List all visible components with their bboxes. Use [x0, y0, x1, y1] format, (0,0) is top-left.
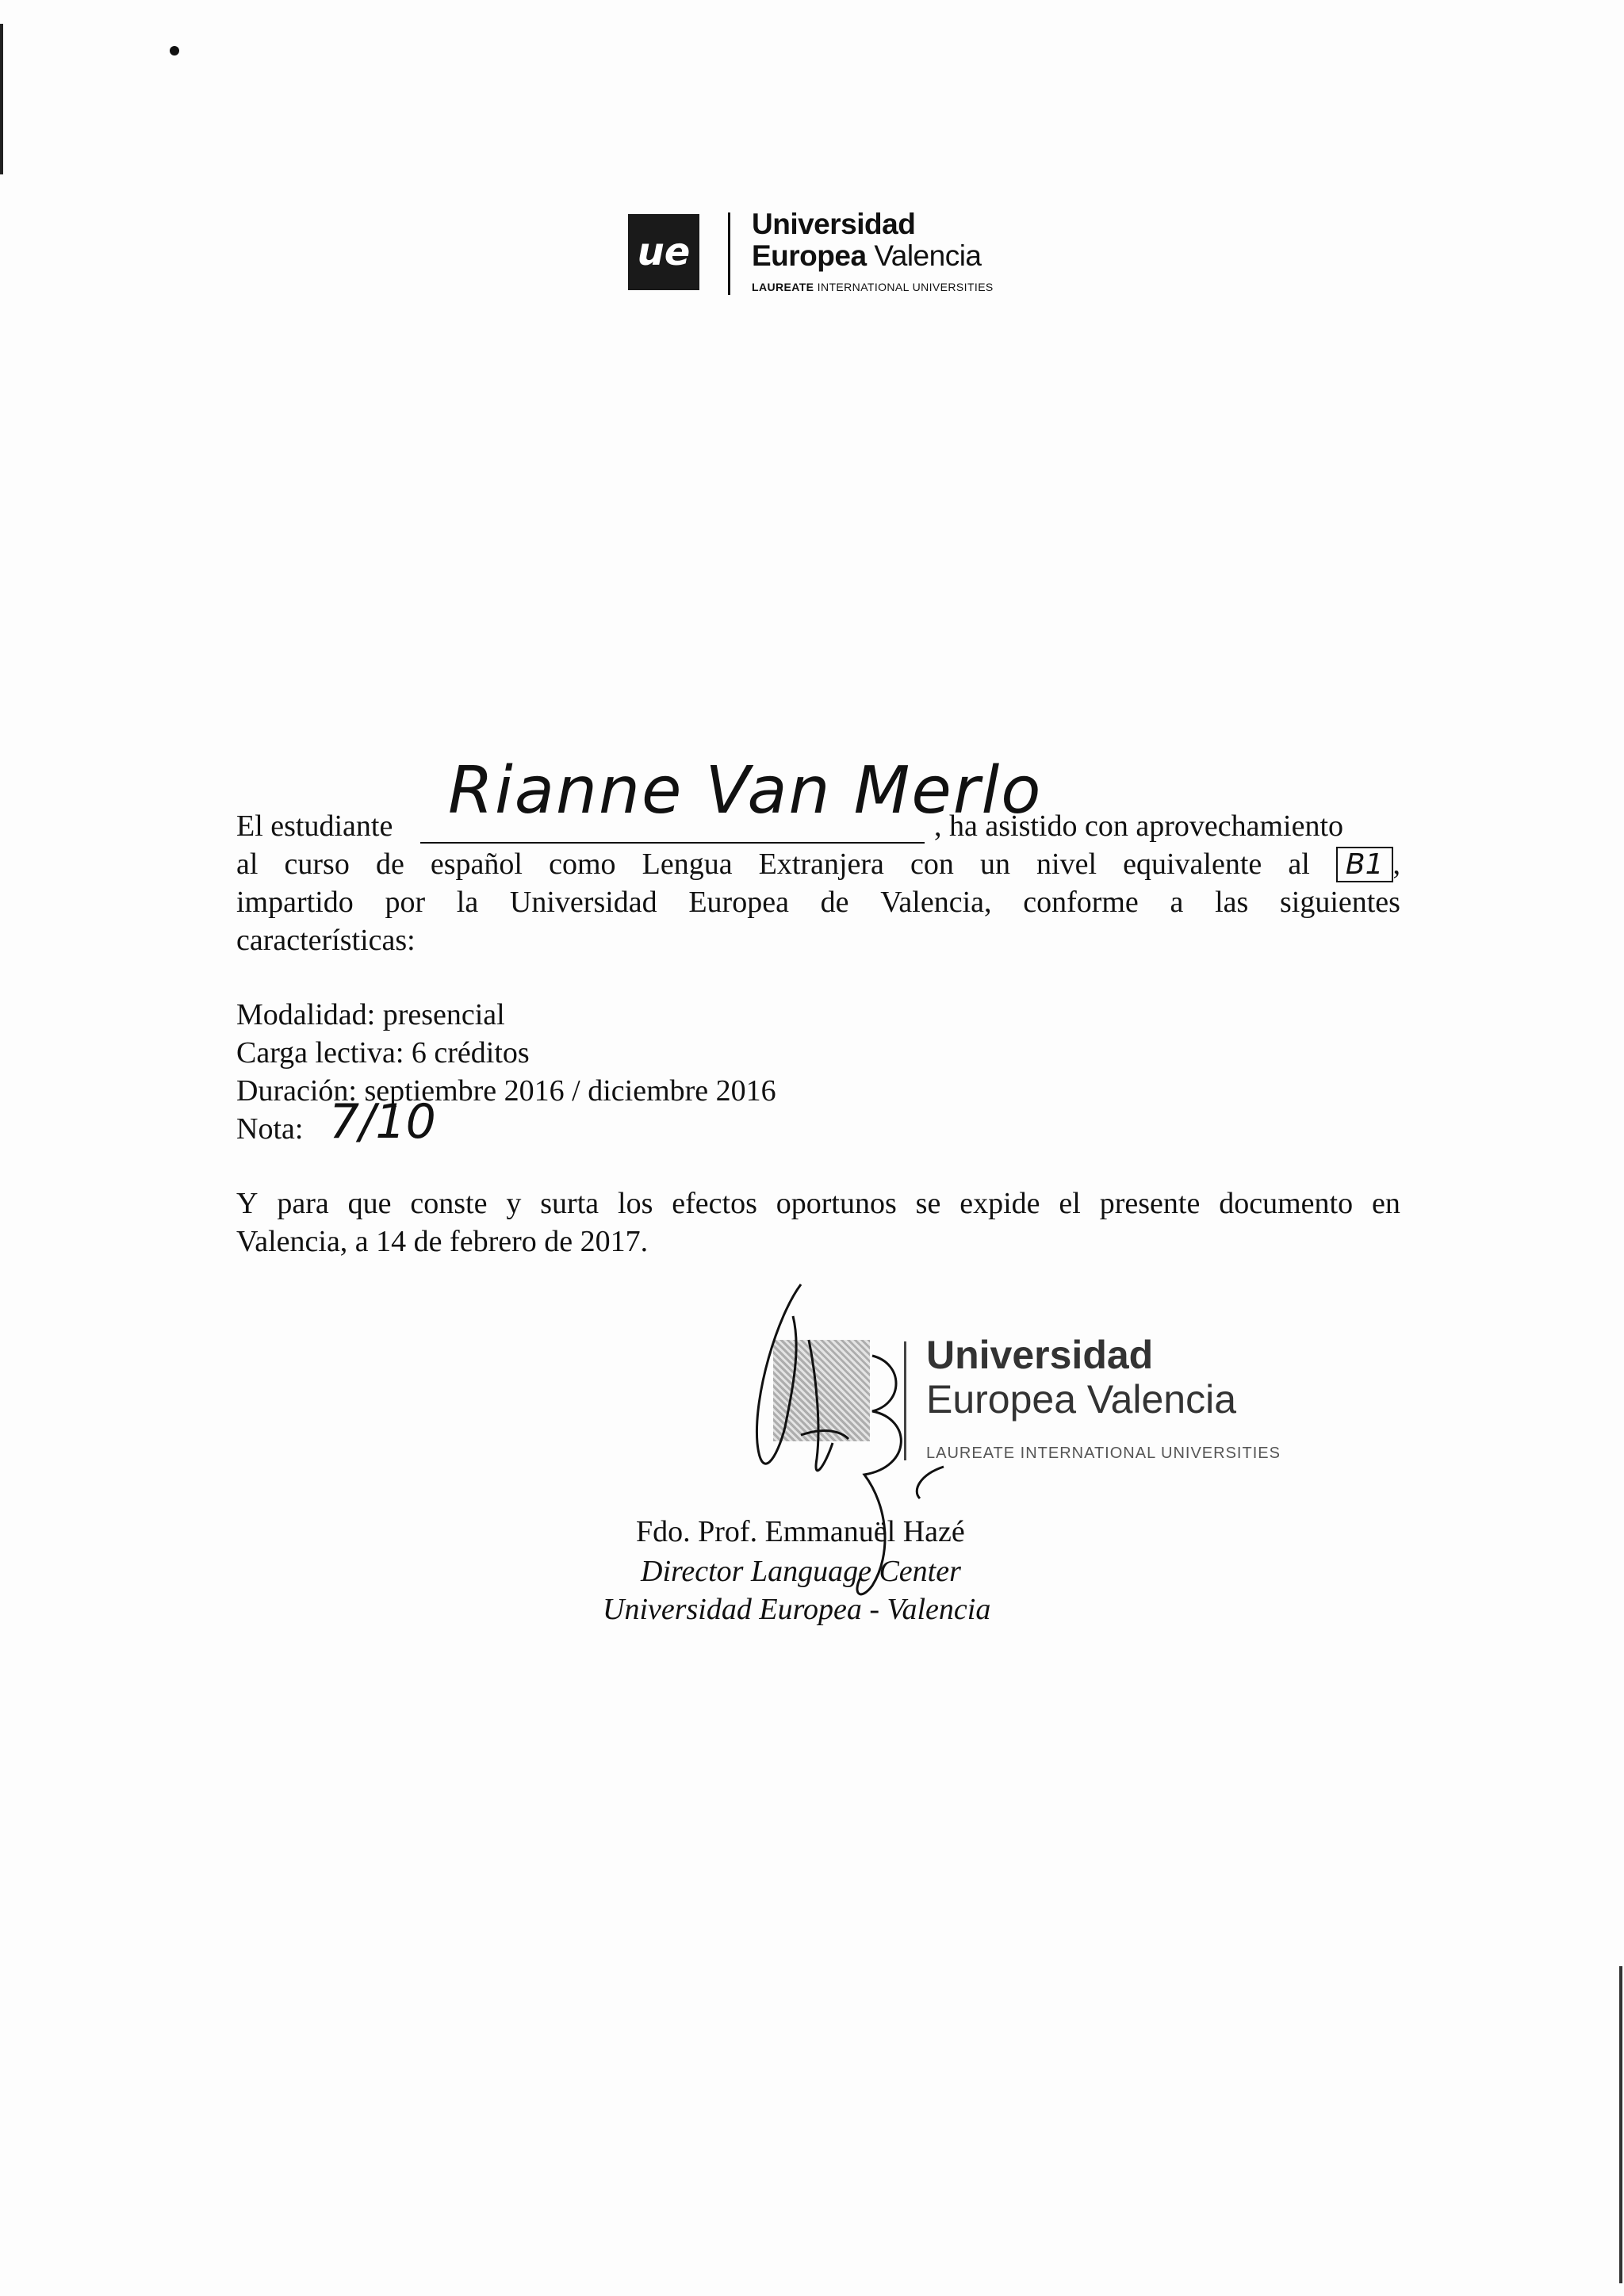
carga-lectiva-text: Carga lectiva: 6 créditos — [236, 1036, 530, 1070]
signatory-title: Director Language Center — [641, 1555, 961, 1588]
logo-divider — [728, 212, 730, 295]
signatory-institution: Universidad Europea - Valencia — [603, 1593, 991, 1626]
word: un — [979, 848, 1010, 881]
student-name-underline — [420, 842, 925, 844]
scan-dot — [170, 46, 179, 55]
word: efectos — [672, 1187, 757, 1220]
word: oportunos — [776, 1187, 897, 1220]
word: presente — [1099, 1187, 1201, 1220]
stamp-university-text: Universidad — [926, 1333, 1154, 1377]
handwritten-signature — [682, 1269, 983, 1601]
word: conforme — [1023, 886, 1139, 919]
scan-edge-right — [1619, 1966, 1622, 2283]
word: las — [1215, 886, 1249, 919]
student-name-handwritten: Rianne Van Merlo — [448, 753, 1043, 828]
nota-label: Nota: — [236, 1112, 304, 1146]
word: para — [277, 1187, 329, 1220]
word: surta — [540, 1187, 599, 1220]
certificate-line-4: características: — [236, 924, 416, 957]
intro-tail-text: , ha asistido con aprovechamiento — [934, 809, 1344, 843]
word: equivalente — [1123, 848, 1262, 881]
word: como — [549, 848, 616, 881]
word: de — [820, 886, 849, 919]
svg-text:ue: ue — [637, 230, 691, 274]
scan-edge-left — [0, 24, 3, 174]
word: el — [1059, 1187, 1081, 1220]
stamp-network-text: LAUREATE INTERNATIONAL UNIVERSITIES — [926, 1445, 1281, 1462]
level-field: B1 , — [1336, 845, 1400, 883]
word: conste — [410, 1187, 488, 1220]
signatory-name: Fdo. Prof. Emmanuël Hazé — [636, 1515, 965, 1548]
word: español — [430, 848, 523, 881]
logo-network-text: LAUREATE INTERNATIONAL UNIVERSITIES — [752, 281, 994, 293]
word: documento — [1219, 1187, 1354, 1220]
logo-campus-text: Europea Valencia — [752, 239, 982, 272]
closing-line-1 — [236, 1184, 1400, 1223]
word: a — [1170, 886, 1184, 919]
word: y — [506, 1187, 522, 1220]
university-logo-icon — [628, 214, 699, 290]
word: al — [1288, 848, 1310, 881]
word: curso — [284, 848, 350, 881]
word: Extranjera — [758, 848, 884, 881]
word: se — [915, 1187, 941, 1220]
word: expide — [959, 1187, 1040, 1220]
word: Lengua — [642, 848, 733, 881]
word: de — [375, 848, 404, 881]
word: Valencia, — [880, 886, 992, 919]
word: siguientes — [1279, 886, 1400, 919]
nota-handwritten: 7/10 — [329, 1094, 436, 1150]
closing-line-2: Valencia, a 14 de febrero de 2017. — [236, 1225, 649, 1258]
word: en — [1371, 1187, 1400, 1220]
level-handwritten: B1 — [1336, 847, 1393, 882]
word: con — [910, 848, 954, 881]
word: nivel — [1036, 848, 1097, 881]
duracion-text: Duración: septiembre 2016 / diciembre 2016 — [236, 1074, 776, 1108]
word: los — [618, 1187, 653, 1220]
word: por — [385, 886, 426, 919]
word: que — [347, 1187, 392, 1220]
stamp-campus-text: Europea Valencia — [926, 1377, 1237, 1422]
certificate-line-3 — [236, 883, 1400, 921]
certificate-line-2 — [236, 845, 1400, 883]
word: la — [456, 886, 479, 919]
word: Universidad — [509, 886, 657, 919]
intro-text: El estudiante — [236, 809, 393, 843]
logo-university-text: Universidad — [752, 208, 916, 240]
word: impartido — [236, 886, 354, 919]
word: Europea — [688, 886, 789, 919]
word: al — [236, 848, 259, 881]
modalidad-text: Modalidad: presencial — [236, 998, 505, 1031]
word: Y — [236, 1187, 259, 1220]
